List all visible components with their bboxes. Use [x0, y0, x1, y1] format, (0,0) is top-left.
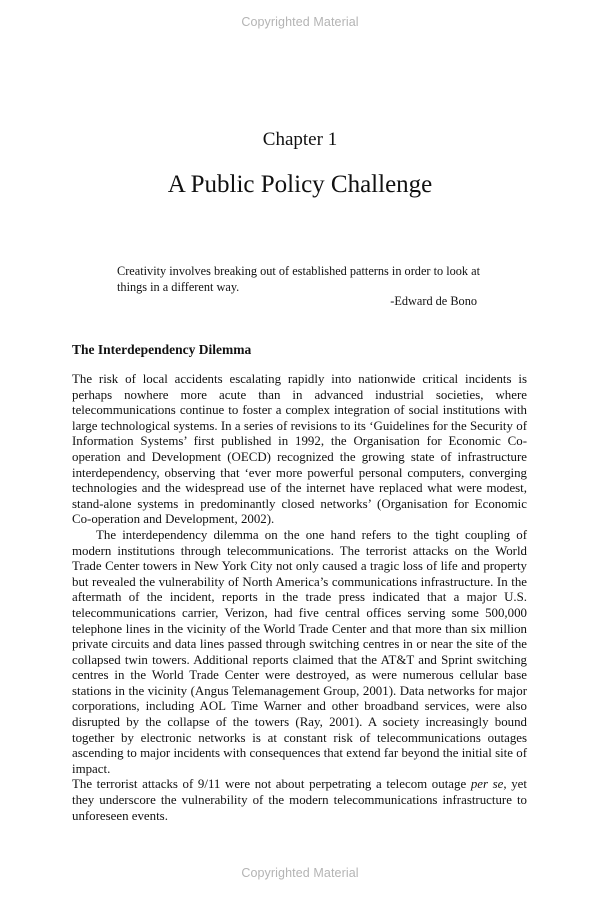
chapter-number: Chapter 1: [262, 129, 338, 150]
paragraph-1: The risk of local accidents escalating rapidly into nationwide critical incidents is perhaps nowhere more acute than in advanced industrial societies, where telecommunications continue to foster a complex integration of social institutions with large technological systems. In a series of revisions to its ‘Guidelines for the Security of Information Systems’ first published in 1992, the Organisation for Economic Co-operation and Development (OECD) recognized the growing state of infrastructure interdependency, observing that ‘ever more powerful personal computers, converging technologies and the widespread use of the internet have replaced what were modest, stand-alone systems in predominantly closed networks’ (Organisation for Economic Co-operation and Development, 2002).: [72, 372, 527, 527]
body-text: [72, 372, 527, 824]
watermark-top: Copyrighted Material: [241, 15, 359, 29]
paragraph-3-text-a: The terrorist attacks of 9/11 were not about perpetrating a telecom outage: [72, 777, 471, 792]
paragraph-3: [72, 777, 527, 824]
emphasis-per-se: per se: [470, 777, 504, 792]
epigraph-quote: Creativity involves breaking out of established patterns in order to look at things in a different way.: [117, 264, 481, 294]
paragraph-3-text-b: , yet they underscore the vulnerability of the modern telecommunications infrastructure to unforeseen events.: [72, 777, 527, 823]
epigraph-author: -Edward de Bono: [390, 294, 477, 308]
section-heading: The Interdependency Dilemma: [72, 342, 252, 357]
watermark-bottom: Copyrighted Material: [241, 866, 359, 880]
chapter-title: A Public Policy Challenge: [167, 171, 433, 198]
paragraph-2: The interdependency dilemma on the one hand refers to the tight coupling of modern institutions through telecommunications. The terrorist attacks on the World Trade Center towers in New York City not only caused a tragic loss of life and property but revealed the vulnerability of North America’s communications infrastructure. In the aftermath of the incident, reports in the trade press indicated that a major U.S. telecommunications carrier, Verizon, had five central offices serving some 500,000 telephone lines in the vicinity of the World Trade Center and that more than six million private circuits and data lines passed through switching centres in or near the site of the collapsed twin towers. Additional reports claimed that the AT&T and Sprint switching centres in the World Trade Center were destroyed, as were numerous cellular base stations in the vicinity (Angus Telemanagement Group, 2001). Data networks for major corporations, including AOL Time Warner and other broadband services, were also disrupted by the collapse of the towers (Ray, 2001). A society increasingly bound together by electronic networks is at constant risk of telecommunications outages ascending to major incidents with consequences that extend far beyond the initial site of impact.: [72, 527, 527, 776]
